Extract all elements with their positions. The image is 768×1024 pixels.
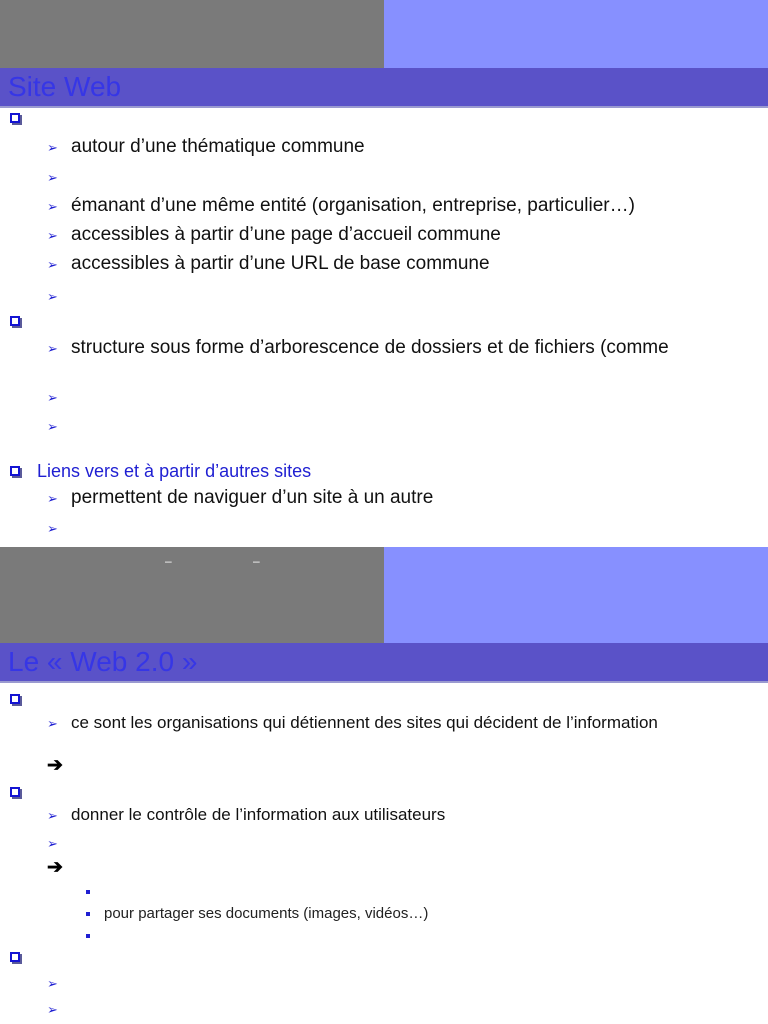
chevron-right-icon: ➢ (47, 491, 58, 506)
bullet-text: structure sous forme d’arborescence de dossiers et de fichiers (comme (71, 337, 669, 358)
hollow-square-icon (10, 113, 20, 123)
header-band-gray (0, 547, 384, 643)
bullet-text: pour partager ses documents (images, vidéos…) (104, 905, 429, 922)
hollow-square-icon (10, 787, 20, 797)
header-band-blue (384, 0, 768, 68)
chevron-right-icon: ➢ (47, 170, 58, 185)
chevron-right-icon: ➢ (47, 228, 58, 243)
bullet-text: émanant d’une même entité (organisation, entreprise, particulier…) (71, 195, 635, 216)
dash-mark: – (253, 554, 260, 568)
chevron-right-icon: ➢ (47, 976, 58, 991)
small-square-bullet-icon (86, 934, 90, 938)
chevron-right-icon: ➢ (47, 521, 58, 536)
bullet-text: Liens vers et à partir d’autres sites (37, 461, 312, 481)
chevron-right-icon: ➢ (47, 390, 58, 405)
dash-mark: – (165, 554, 172, 568)
slide-title-bar (0, 68, 768, 108)
bullet-text: accessibles à partir d’une URL de base commune (71, 253, 490, 274)
chevron-right-icon: ➢ (47, 836, 58, 851)
chevron-right-icon: ➢ (47, 1002, 58, 1017)
small-square-bullet-icon (86, 912, 90, 916)
bullet-text: donner le contrôle de l’information aux utilisateurs (71, 805, 446, 824)
hollow-square-icon (10, 466, 20, 476)
chevron-right-icon: ➢ (47, 716, 58, 731)
header-band-gray (0, 0, 384, 68)
chevron-right-icon: ➢ (47, 289, 58, 304)
chevron-right-icon: ➢ (47, 419, 58, 434)
bullet-text: ce sont les organisations qui détiennent des sites qui décident de l’information (71, 713, 658, 732)
hollow-square-icon (10, 694, 20, 704)
bold-arrow-right-icon: ➔ (47, 857, 63, 878)
chevron-right-icon: ➢ (47, 808, 58, 823)
header-band-top (0, 0, 768, 68)
chevron-right-icon: ➢ (47, 257, 58, 272)
hollow-square-icon (10, 952, 20, 962)
small-square-bullet-icon (86, 890, 90, 894)
slide-title-bar (0, 643, 768, 683)
slide-title: Site Web (8, 71, 122, 102)
bold-arrow-right-icon: ➔ (47, 755, 63, 776)
chevron-right-icon: ➢ (47, 341, 58, 356)
bullet-text: autour d’une thématique commune (71, 136, 365, 157)
hollow-square-icon (10, 316, 20, 326)
chevron-right-icon: ➢ (47, 199, 58, 214)
bullet-text: accessibles à partir d’une page d’accueil commune (71, 224, 501, 245)
header-band-middle (0, 547, 768, 643)
bullet-text: permettent de naviguer d’un site à un autre (71, 487, 434, 508)
chevron-right-icon: ➢ (47, 140, 58, 155)
slide-title: Le « Web 2.0 » (8, 646, 198, 677)
header-band-blue (384, 547, 768, 643)
